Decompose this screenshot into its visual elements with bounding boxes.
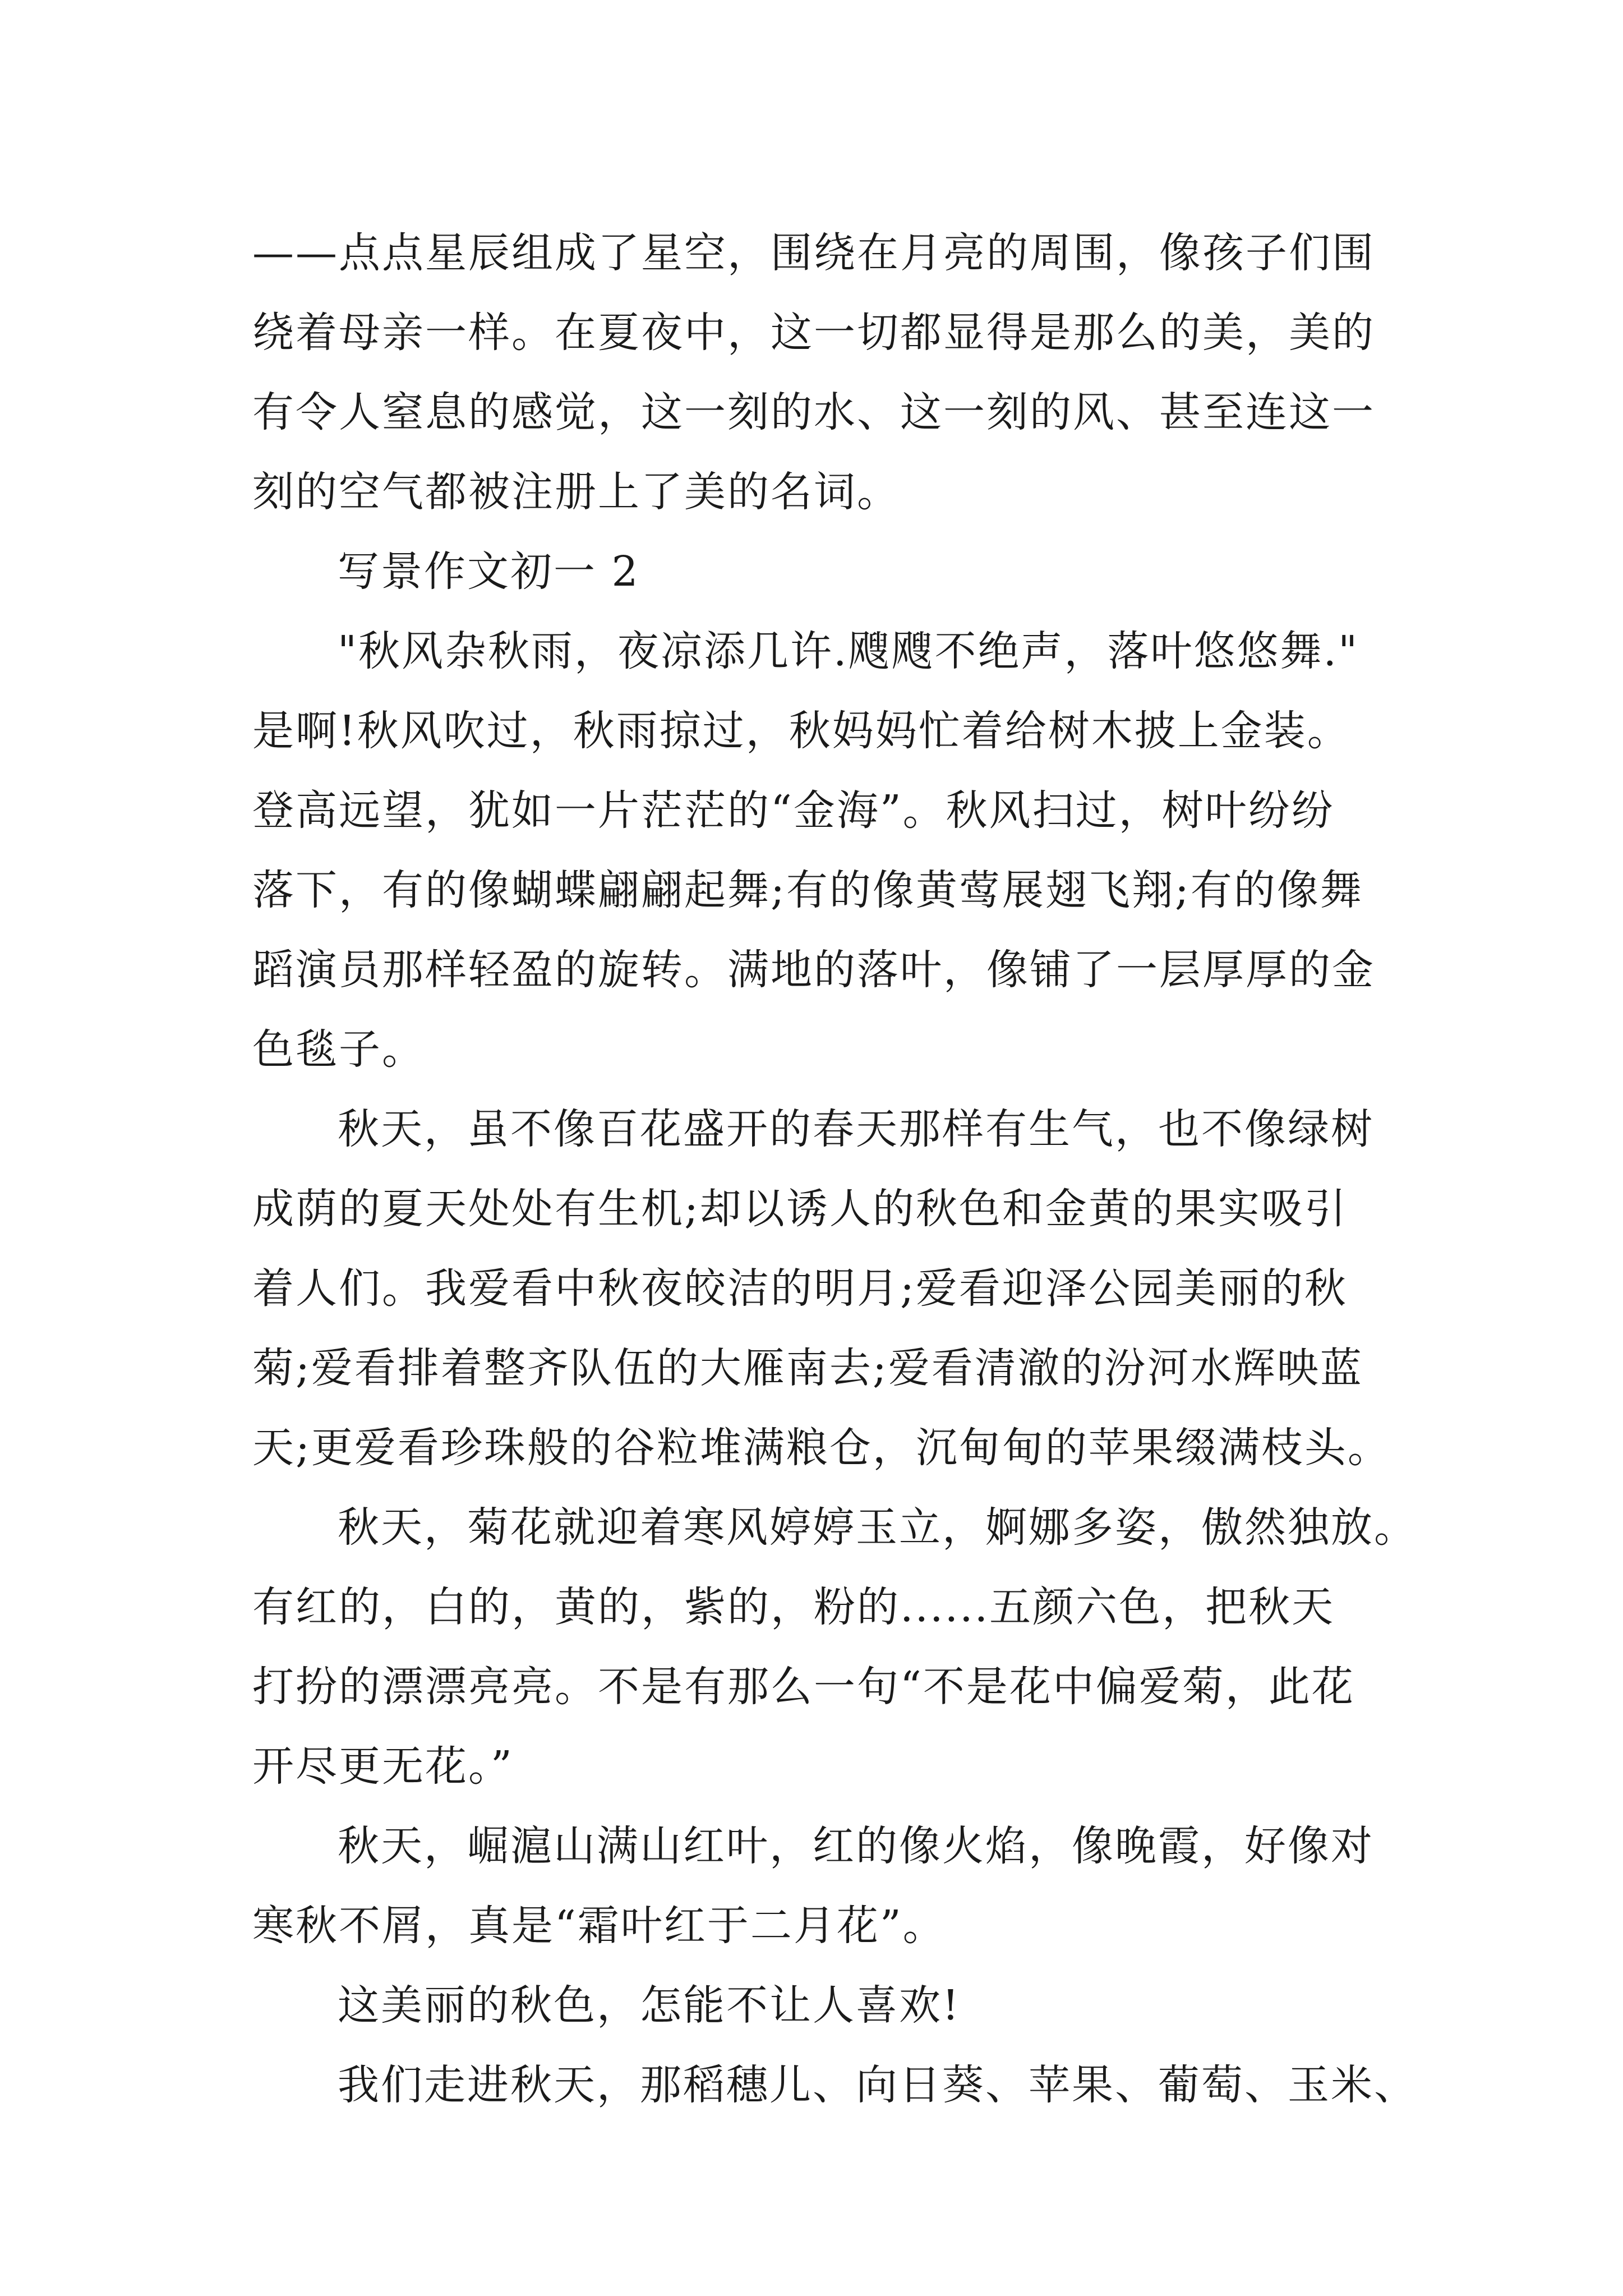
text-line: ——点点星辰组成了星空，围绕在月亮的周围，像孩子们围 bbox=[252, 229, 1375, 277]
text-line: 刻的空气都被注册上了美的名词。 bbox=[252, 468, 900, 516]
section-heading bbox=[252, 532, 1402, 611]
text-line: 有红的，白的，黄的，紫的，粉的......五颜六色，把秋天 bbox=[252, 1583, 1335, 1631]
text-line: 绕着母亲一样。在夏夜中，这一切都显得是那么的美，美的 bbox=[252, 309, 1375, 357]
text-line: 这美丽的秋色，怎能不让人喜欢! bbox=[338, 1981, 961, 2030]
text-line: 落下，有的像蝴蝶翩翩起舞;有的像黄莺展翅飞翔;有的像舞 bbox=[252, 866, 1363, 914]
text-line: 着人们。我爱看中秋夜皎洁的明月;爱看迎泽公园美丽的秋 bbox=[252, 1264, 1348, 1313]
paragraph bbox=[252, 611, 1402, 1089]
text-line: 菊;爱看排着整齐队伍的大雁南去;爱看清澈的汾河水辉映蓝 bbox=[252, 1344, 1363, 1392]
text-line: 登高远望，犹如一片茫茫的“金海”。秋风扫过，树叶纷纷 bbox=[252, 786, 1335, 835]
paragraph bbox=[252, 1806, 1402, 1966]
text-line: 秋天，虽不像百花盛开的春天那样有生气，也不像绿树 bbox=[338, 1105, 1374, 1153]
text-line: 是啊!秋风吹过，秋雨掠过，秋妈妈忙着给树木披上金装。 bbox=[252, 707, 1350, 755]
text-line: 天;更爱看珍珠般的谷粒堆满粮仓，沉甸甸的苹果缀满枝头。 bbox=[252, 1424, 1391, 1472]
text-line: 我们走进秋天，那稻穗儿、向日葵、苹果、葡萄、玉米、 bbox=[338, 2061, 1417, 2109]
text-line: "秋风杂秋雨，夜凉添几许.飕飕不绝声，落叶悠悠舞." bbox=[338, 627, 1359, 675]
text-line: 秋天，崛滬山满山红叶，红的像火焰，像晚霞，好像对 bbox=[338, 1822, 1374, 1870]
paragraph bbox=[252, 213, 1402, 532]
paragraph bbox=[252, 1488, 1417, 1806]
text-line: 秋天，菊花就迎着寒风婷婷玉立，婀娜多姿，傲然独放。 bbox=[338, 1503, 1417, 1552]
text-line: 开尽更无花。” bbox=[252, 1742, 514, 1791]
text-line: 色毯子。 bbox=[252, 1025, 425, 1074]
text-line: 打扮的漂漂亮亮。不是有那么一句“不是花中偏爱菊，此花 bbox=[252, 1663, 1355, 1711]
text-line: 寒秋不屑，真是“霜叶红于二月花”。 bbox=[252, 1902, 946, 1950]
paragraph bbox=[252, 1966, 1402, 2045]
paragraph bbox=[252, 1089, 1402, 1488]
text-line: 成荫的夏天处处有生机;却以诱人的秋色和金黄的果实吸引 bbox=[252, 1185, 1348, 1233]
paragraph bbox=[252, 2045, 1417, 2125]
document-body bbox=[252, 213, 1417, 2125]
text-line: 蹈演员那样轻盈的旋转。满地的落叶，像铺了一层厚厚的金 bbox=[252, 946, 1375, 994]
heading-text: 写景作文初一 2 bbox=[338, 547, 640, 596]
text-line: 有令人窒息的感觉，这一刻的水、这一刻的风、甚至连这一 bbox=[252, 388, 1375, 436]
